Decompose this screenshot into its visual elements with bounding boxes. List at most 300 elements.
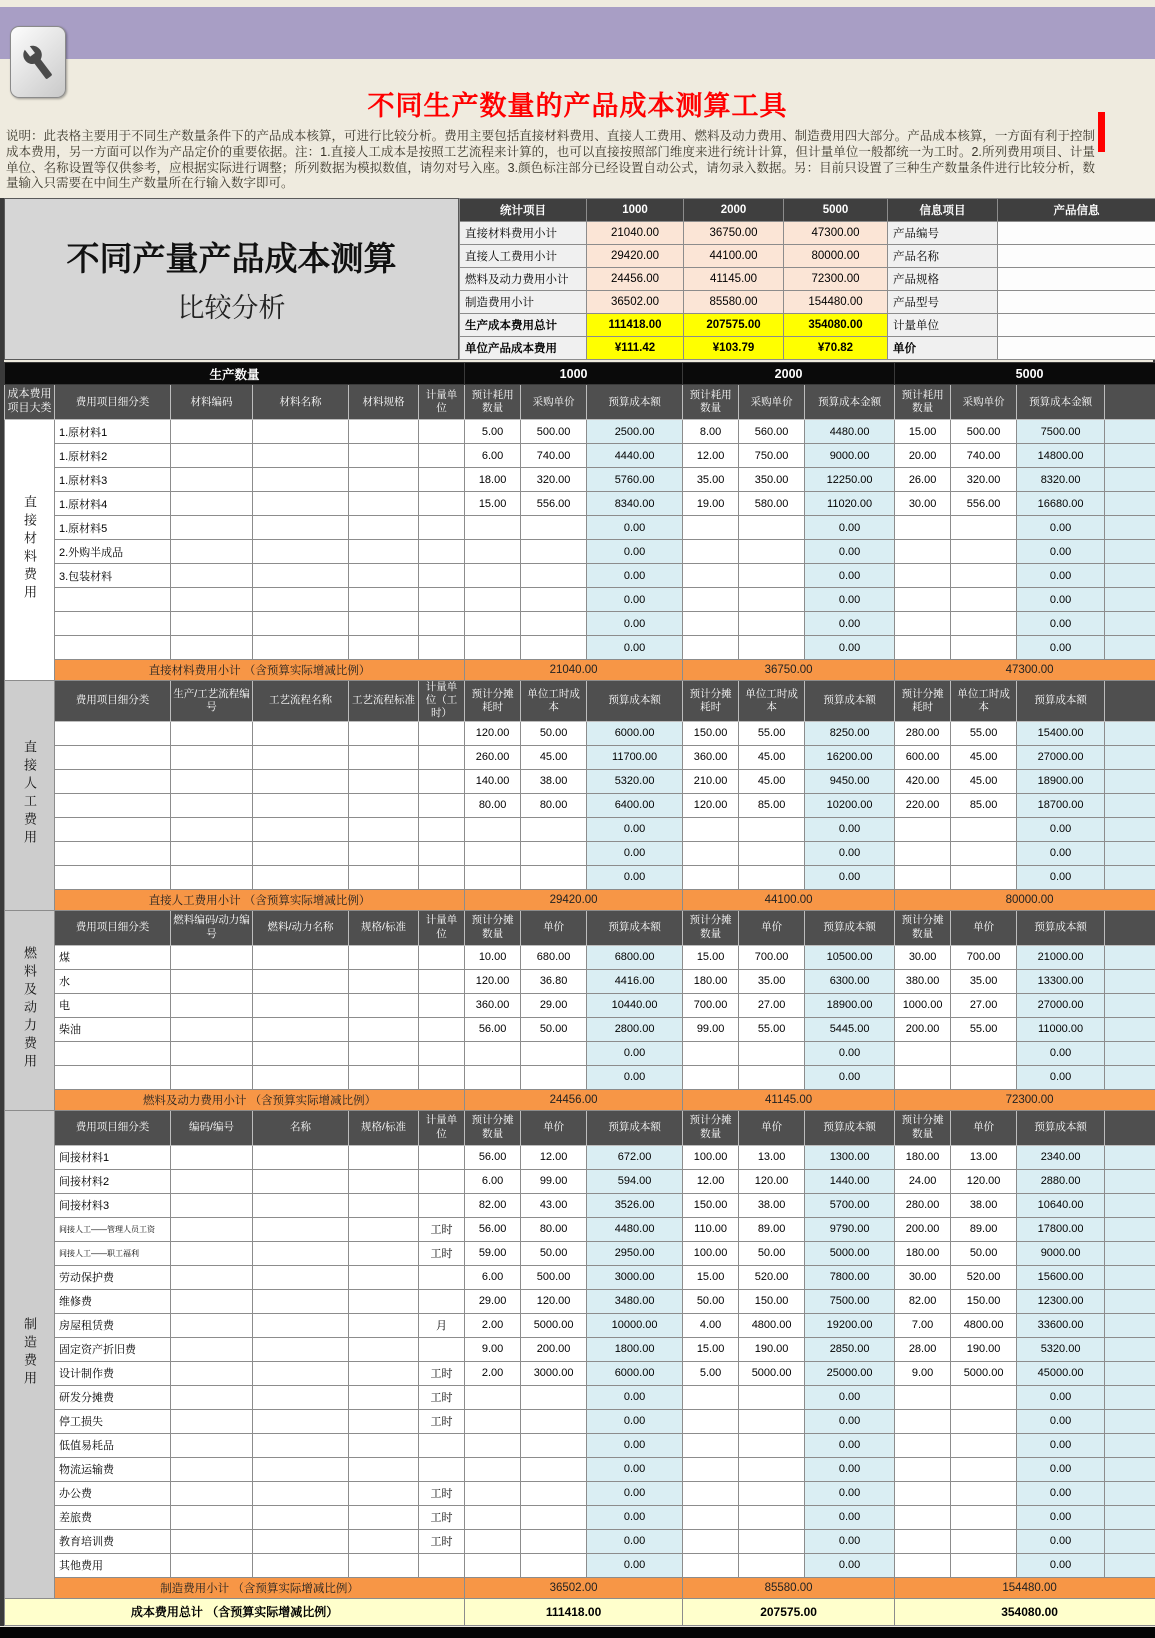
- price-cell[interactable]: 556.00: [521, 492, 587, 516]
- price-cell[interactable]: 27.00: [951, 993, 1017, 1017]
- price-cell[interactable]: [739, 1529, 805, 1553]
- name-cell[interactable]: [253, 1553, 349, 1577]
- code-cell[interactable]: [171, 1553, 253, 1577]
- code-cell[interactable]: [171, 516, 253, 540]
- price-cell[interactable]: [951, 1529, 1017, 1553]
- unit-cell[interactable]: 工时: [419, 1409, 465, 1433]
- code-cell[interactable]: [171, 817, 253, 841]
- quantity-cell[interactable]: 5.00: [683, 1361, 739, 1385]
- price-cell[interactable]: [951, 612, 1017, 636]
- unit-cell[interactable]: [419, 1457, 465, 1481]
- unit-cell[interactable]: [419, 969, 465, 993]
- price-cell[interactable]: 38.00: [521, 769, 587, 793]
- quantity-cell[interactable]: 19.00: [683, 492, 739, 516]
- unit-cell[interactable]: [419, 468, 465, 492]
- expense-item-cell[interactable]: [55, 865, 171, 889]
- code-cell[interactable]: [171, 636, 253, 660]
- expense-item-cell[interactable]: [55, 769, 171, 793]
- price-cell[interactable]: 520.00: [739, 1265, 805, 1289]
- spec-cell[interactable]: [349, 1361, 419, 1385]
- price-cell[interactable]: [739, 865, 805, 889]
- quantity-cell[interactable]: 380.00: [895, 969, 951, 993]
- quantity-cell[interactable]: 6.00: [465, 1169, 521, 1193]
- code-cell[interactable]: [171, 1313, 253, 1337]
- quantity-cell[interactable]: [465, 1433, 521, 1457]
- price-cell[interactable]: [951, 1481, 1017, 1505]
- price-cell[interactable]: [951, 540, 1017, 564]
- quantity-cell[interactable]: [683, 1385, 739, 1409]
- expense-item-cell[interactable]: 固定资产折旧费: [55, 1337, 171, 1361]
- code-cell[interactable]: [171, 1041, 253, 1065]
- name-cell[interactable]: [253, 945, 349, 969]
- code-cell[interactable]: [171, 721, 253, 745]
- code-cell[interactable]: [171, 1337, 253, 1361]
- spec-cell[interactable]: [349, 1433, 419, 1457]
- spec-cell[interactable]: [349, 969, 419, 993]
- quantity-cell[interactable]: 420.00: [895, 769, 951, 793]
- quantity-cell[interactable]: [683, 1041, 739, 1065]
- code-cell[interactable]: [171, 1145, 253, 1169]
- price-cell[interactable]: [521, 841, 587, 865]
- price-cell[interactable]: [521, 1041, 587, 1065]
- quantity-cell[interactable]: 260.00: [465, 745, 521, 769]
- quantity-cell[interactable]: [683, 1065, 739, 1089]
- spec-cell[interactable]: [349, 1065, 419, 1089]
- price-cell[interactable]: [739, 1553, 805, 1577]
- quantity-cell[interactable]: [895, 1409, 951, 1433]
- price-cell[interactable]: 350.00: [739, 468, 805, 492]
- spec-cell[interactable]: [349, 1217, 419, 1241]
- code-cell[interactable]: [171, 1529, 253, 1553]
- quantity-cell[interactable]: 360.00: [465, 993, 521, 1017]
- code-cell[interactable]: [171, 1361, 253, 1385]
- name-cell[interactable]: [253, 745, 349, 769]
- name-cell[interactable]: [253, 769, 349, 793]
- quantity-cell[interactable]: [895, 636, 951, 660]
- expense-item-cell[interactable]: [55, 636, 171, 660]
- quantity-cell[interactable]: 7.00: [895, 1313, 951, 1337]
- quantity-cell[interactable]: 210.00: [683, 769, 739, 793]
- price-cell[interactable]: 45.00: [951, 745, 1017, 769]
- unit-cell[interactable]: 工时: [419, 1217, 465, 1241]
- quantity-cell[interactable]: 26.00: [895, 468, 951, 492]
- unit-cell[interactable]: [419, 516, 465, 540]
- price-cell[interactable]: 45.00: [521, 745, 587, 769]
- quantity-cell[interactable]: 9.00: [465, 1337, 521, 1361]
- price-cell[interactable]: [739, 1481, 805, 1505]
- quantity-cell[interactable]: 2.00: [465, 1313, 521, 1337]
- name-cell[interactable]: [253, 1409, 349, 1433]
- price-cell[interactable]: 55.00: [739, 721, 805, 745]
- product-info-cell[interactable]: [998, 222, 1155, 245]
- expense-item-cell[interactable]: 物流运输费: [55, 1457, 171, 1481]
- price-cell[interactable]: [739, 540, 805, 564]
- spec-cell[interactable]: [349, 865, 419, 889]
- price-cell[interactable]: [521, 1529, 587, 1553]
- quantity-cell[interactable]: [895, 612, 951, 636]
- expense-item-cell[interactable]: 间接材料3: [55, 1193, 171, 1217]
- name-cell[interactable]: [253, 1065, 349, 1089]
- spec-cell[interactable]: [349, 444, 419, 468]
- expense-item-cell[interactable]: 1.原材料5: [55, 516, 171, 540]
- price-cell[interactable]: 50.00: [521, 721, 587, 745]
- spec-cell[interactable]: [349, 1017, 419, 1041]
- quantity-cell[interactable]: [683, 540, 739, 564]
- spec-cell[interactable]: [349, 793, 419, 817]
- quantity-cell[interactable]: 100.00: [683, 1145, 739, 1169]
- price-cell[interactable]: [521, 516, 587, 540]
- unit-cell[interactable]: [419, 817, 465, 841]
- price-cell[interactable]: [951, 1065, 1017, 1089]
- spec-cell[interactable]: [349, 1337, 419, 1361]
- name-cell[interactable]: [253, 1481, 349, 1505]
- quantity-cell[interactable]: [895, 1481, 951, 1505]
- expense-item-cell[interactable]: 柴油: [55, 1017, 171, 1041]
- quantity-cell[interactable]: [895, 1385, 951, 1409]
- price-cell[interactable]: [951, 516, 1017, 540]
- quantity-cell[interactable]: [683, 1409, 739, 1433]
- price-cell[interactable]: 99.00: [521, 1169, 587, 1193]
- spec-cell[interactable]: [349, 468, 419, 492]
- quantity-cell[interactable]: [895, 1553, 951, 1577]
- price-cell[interactable]: [951, 1409, 1017, 1433]
- quantity-cell[interactable]: 15.00: [683, 1337, 739, 1361]
- code-cell[interactable]: [171, 564, 253, 588]
- quantity-cell[interactable]: 59.00: [465, 1241, 521, 1265]
- code-cell[interactable]: [171, 420, 253, 444]
- price-cell[interactable]: 45.00: [951, 769, 1017, 793]
- unit-cell[interactable]: [419, 945, 465, 969]
- price-cell[interactable]: 680.00: [521, 945, 587, 969]
- expense-item-cell[interactable]: 电: [55, 993, 171, 1017]
- quantity-cell[interactable]: 120.00: [465, 721, 521, 745]
- unit-cell[interactable]: 工时: [419, 1385, 465, 1409]
- name-cell[interactable]: [253, 969, 349, 993]
- unit-cell[interactable]: [419, 1169, 465, 1193]
- code-cell[interactable]: [171, 540, 253, 564]
- price-cell[interactable]: [521, 1553, 587, 1577]
- spec-cell[interactable]: [349, 1505, 419, 1529]
- quantity-cell[interactable]: 4.00: [683, 1313, 739, 1337]
- price-cell[interactable]: [521, 1065, 587, 1089]
- quantity-cell[interactable]: 20.00: [895, 444, 951, 468]
- code-cell[interactable]: [171, 993, 253, 1017]
- spec-cell[interactable]: [349, 1481, 419, 1505]
- spec-cell[interactable]: [349, 1385, 419, 1409]
- quantity-cell[interactable]: 2.00: [465, 1361, 521, 1385]
- spec-cell[interactable]: [349, 1553, 419, 1577]
- quantity-cell[interactable]: [465, 1457, 521, 1481]
- quantity-cell[interactable]: [465, 1041, 521, 1065]
- quantity-cell[interactable]: [895, 865, 951, 889]
- price-cell[interactable]: [951, 817, 1017, 841]
- quantity-cell[interactable]: 10.00: [465, 945, 521, 969]
- name-cell[interactable]: [253, 865, 349, 889]
- code-cell[interactable]: [171, 1409, 253, 1433]
- price-cell[interactable]: 150.00: [951, 1289, 1017, 1313]
- price-cell[interactable]: 700.00: [739, 945, 805, 969]
- price-cell[interactable]: 500.00: [521, 1265, 587, 1289]
- price-cell[interactable]: 12.00: [521, 1145, 587, 1169]
- spec-cell[interactable]: [349, 1193, 419, 1217]
- quantity-cell[interactable]: 15.00: [683, 1265, 739, 1289]
- quantity-cell[interactable]: 82.00: [895, 1289, 951, 1313]
- price-cell[interactable]: 750.00: [739, 444, 805, 468]
- expense-item-cell[interactable]: 教育培训费: [55, 1529, 171, 1553]
- spec-cell[interactable]: [349, 1169, 419, 1193]
- quantity-cell[interactable]: 12.00: [683, 444, 739, 468]
- quantity-cell[interactable]: 700.00: [683, 993, 739, 1017]
- unit-cell[interactable]: [419, 420, 465, 444]
- price-cell[interactable]: [951, 564, 1017, 588]
- unit-cell[interactable]: [419, 793, 465, 817]
- quantity-cell[interactable]: 280.00: [895, 1193, 951, 1217]
- spec-cell[interactable]: [349, 516, 419, 540]
- expense-item-cell[interactable]: [55, 1065, 171, 1089]
- quantity-cell[interactable]: [465, 1529, 521, 1553]
- price-cell[interactable]: [739, 1433, 805, 1457]
- expense-item-cell[interactable]: 劳动保护费: [55, 1265, 171, 1289]
- code-cell[interactable]: [171, 444, 253, 468]
- expense-item-cell[interactable]: 维修费: [55, 1289, 171, 1313]
- quantity-cell[interactable]: 150.00: [683, 721, 739, 745]
- name-cell[interactable]: [253, 1505, 349, 1529]
- expense-item-cell[interactable]: 1.原材料1: [55, 420, 171, 444]
- unit-cell[interactable]: [419, 1041, 465, 1065]
- name-cell[interactable]: [253, 841, 349, 865]
- name-cell[interactable]: [253, 1017, 349, 1041]
- unit-cell[interactable]: [419, 612, 465, 636]
- quantity-cell[interactable]: 100.00: [683, 1241, 739, 1265]
- name-cell[interactable]: [253, 1361, 349, 1385]
- spec-cell[interactable]: [349, 1145, 419, 1169]
- product-info-cell[interactable]: [998, 245, 1155, 268]
- quantity-cell[interactable]: 12.00: [683, 1169, 739, 1193]
- spec-cell[interactable]: [349, 1529, 419, 1553]
- code-cell[interactable]: [171, 1217, 253, 1241]
- spec-cell[interactable]: [349, 1409, 419, 1433]
- expense-item-cell[interactable]: 1.原材料2: [55, 444, 171, 468]
- price-cell[interactable]: 38.00: [739, 1193, 805, 1217]
- quantity-cell[interactable]: [465, 516, 521, 540]
- name-cell[interactable]: [253, 1337, 349, 1361]
- quantity-cell[interactable]: [895, 1041, 951, 1065]
- unit-cell[interactable]: [419, 588, 465, 612]
- quantity-cell[interactable]: [683, 1457, 739, 1481]
- price-cell[interactable]: [951, 1041, 1017, 1065]
- quantity-cell[interactable]: 80.00: [465, 793, 521, 817]
- quantity-cell[interactable]: 6.00: [465, 444, 521, 468]
- name-cell[interactable]: [253, 1169, 349, 1193]
- price-cell[interactable]: 50.00: [521, 1017, 587, 1041]
- code-cell[interactable]: [171, 612, 253, 636]
- quantity-cell[interactable]: [895, 588, 951, 612]
- price-cell[interactable]: [951, 865, 1017, 889]
- price-cell[interactable]: 120.00: [521, 1289, 587, 1313]
- quantity-cell[interactable]: [683, 1529, 739, 1553]
- quantity-cell[interactable]: 30.00: [895, 1265, 951, 1289]
- expense-item-cell[interactable]: 间接人工——职工福利: [55, 1241, 171, 1265]
- quantity-cell[interactable]: 8.00: [683, 420, 739, 444]
- quantity-cell[interactable]: 30.00: [895, 945, 951, 969]
- spec-cell[interactable]: [349, 769, 419, 793]
- price-cell[interactable]: 120.00: [951, 1169, 1017, 1193]
- name-cell[interactable]: [253, 636, 349, 660]
- product-info-cell[interactable]: [998, 268, 1155, 291]
- price-cell[interactable]: [739, 1409, 805, 1433]
- price-cell[interactable]: [521, 1481, 587, 1505]
- unit-cell[interactable]: [419, 1553, 465, 1577]
- price-cell[interactable]: 320.00: [521, 468, 587, 492]
- quantity-cell[interactable]: 600.00: [895, 745, 951, 769]
- expense-item-cell[interactable]: [55, 1041, 171, 1065]
- code-cell[interactable]: [171, 1241, 253, 1265]
- quantity-cell[interactable]: 280.00: [895, 721, 951, 745]
- name-cell[interactable]: [253, 444, 349, 468]
- quantity-cell[interactable]: [683, 588, 739, 612]
- name-cell[interactable]: [253, 1433, 349, 1457]
- price-cell[interactable]: [739, 612, 805, 636]
- quantity-cell[interactable]: [895, 1457, 951, 1481]
- unit-cell[interactable]: [419, 1337, 465, 1361]
- price-cell[interactable]: 700.00: [951, 945, 1017, 969]
- expense-item-cell[interactable]: 1.原材料3: [55, 468, 171, 492]
- expense-item-cell[interactable]: 间接材料1: [55, 1145, 171, 1169]
- spec-cell[interactable]: [349, 1313, 419, 1337]
- unit-cell[interactable]: 工时: [419, 1505, 465, 1529]
- name-cell[interactable]: [253, 1193, 349, 1217]
- unit-cell[interactable]: [419, 865, 465, 889]
- name-cell[interactable]: [253, 793, 349, 817]
- name-cell[interactable]: [253, 1529, 349, 1553]
- quantity-cell[interactable]: 15.00: [465, 492, 521, 516]
- quantity-cell[interactable]: [465, 1409, 521, 1433]
- quantity-cell[interactable]: [683, 865, 739, 889]
- price-cell[interactable]: [521, 540, 587, 564]
- quantity-cell[interactable]: 150.00: [683, 1193, 739, 1217]
- name-cell[interactable]: [253, 564, 349, 588]
- price-cell[interactable]: [521, 636, 587, 660]
- price-cell[interactable]: 320.00: [951, 468, 1017, 492]
- spec-cell[interactable]: [349, 817, 419, 841]
- unit-cell[interactable]: 工时: [419, 1529, 465, 1553]
- unit-cell[interactable]: [419, 540, 465, 564]
- unit-cell[interactable]: [419, 769, 465, 793]
- price-cell[interactable]: [739, 1065, 805, 1089]
- price-cell[interactable]: 43.00: [521, 1193, 587, 1217]
- spec-cell[interactable]: [349, 993, 419, 1017]
- quantity-cell[interactable]: [895, 1433, 951, 1457]
- expense-item-cell[interactable]: 办公费: [55, 1481, 171, 1505]
- quantity-cell[interactable]: [895, 540, 951, 564]
- code-cell[interactable]: [171, 969, 253, 993]
- spec-cell[interactable]: [349, 564, 419, 588]
- price-cell[interactable]: [739, 841, 805, 865]
- price-cell[interactable]: [951, 841, 1017, 865]
- price-cell[interactable]: 35.00: [739, 969, 805, 993]
- price-cell[interactable]: [521, 1505, 587, 1529]
- name-cell[interactable]: [253, 817, 349, 841]
- price-cell[interactable]: [739, 516, 805, 540]
- quantity-cell[interactable]: 110.00: [683, 1217, 739, 1241]
- name-cell[interactable]: [253, 492, 349, 516]
- code-cell[interactable]: [171, 945, 253, 969]
- qty-band-value[interactable]: 2000: [683, 363, 895, 385]
- code-cell[interactable]: [171, 1169, 253, 1193]
- price-cell[interactable]: [739, 564, 805, 588]
- quantity-cell[interactable]: 24.00: [895, 1169, 951, 1193]
- price-cell[interactable]: 560.00: [739, 420, 805, 444]
- quantity-cell[interactable]: [683, 841, 739, 865]
- price-cell[interactable]: 5000.00: [521, 1313, 587, 1337]
- price-cell[interactable]: [521, 588, 587, 612]
- code-cell[interactable]: [171, 1385, 253, 1409]
- price-cell[interactable]: 80.00: [521, 793, 587, 817]
- quantity-cell[interactable]: [683, 1433, 739, 1457]
- qty-band-value[interactable]: 1000: [465, 363, 683, 385]
- expense-item-cell[interactable]: 间接人工——管理人员工资: [55, 1217, 171, 1241]
- quantity-cell[interactable]: 120.00: [683, 793, 739, 817]
- expense-item-cell[interactable]: 3.包装材料: [55, 564, 171, 588]
- price-cell[interactable]: 36.80: [521, 969, 587, 993]
- price-cell[interactable]: [951, 1505, 1017, 1529]
- unit-cell[interactable]: [419, 444, 465, 468]
- expense-item-cell[interactable]: 1.原材料4: [55, 492, 171, 516]
- name-cell[interactable]: [253, 1217, 349, 1241]
- quantity-cell[interactable]: [465, 817, 521, 841]
- spec-cell[interactable]: [349, 841, 419, 865]
- spec-cell[interactable]: [349, 636, 419, 660]
- spec-cell[interactable]: [349, 420, 419, 444]
- code-cell[interactable]: [171, 793, 253, 817]
- unit-cell[interactable]: [419, 1193, 465, 1217]
- price-cell[interactable]: [951, 1433, 1017, 1457]
- name-cell[interactable]: [253, 468, 349, 492]
- name-cell[interactable]: [253, 1041, 349, 1065]
- name-cell[interactable]: [253, 721, 349, 745]
- quantity-cell[interactable]: 360.00: [683, 745, 739, 769]
- quantity-cell[interactable]: [465, 540, 521, 564]
- expense-item-cell[interactable]: 煤: [55, 945, 171, 969]
- price-cell[interactable]: 500.00: [951, 420, 1017, 444]
- price-cell[interactable]: [521, 1457, 587, 1481]
- product-info-cell[interactable]: [998, 291, 1155, 314]
- unit-cell[interactable]: [419, 993, 465, 1017]
- quantity-cell[interactable]: 180.00: [895, 1241, 951, 1265]
- quantity-cell[interactable]: 180.00: [895, 1145, 951, 1169]
- spec-cell[interactable]: [349, 1241, 419, 1265]
- name-cell[interactable]: [253, 993, 349, 1017]
- quantity-cell[interactable]: [465, 1553, 521, 1577]
- price-cell[interactable]: [951, 636, 1017, 660]
- price-cell[interactable]: 500.00: [521, 420, 587, 444]
- code-cell[interactable]: [171, 492, 253, 516]
- expense-item-cell[interactable]: [55, 588, 171, 612]
- price-cell[interactable]: [521, 1385, 587, 1409]
- expense-item-cell[interactable]: [55, 793, 171, 817]
- spec-cell[interactable]: [349, 1457, 419, 1481]
- price-cell[interactable]: 520.00: [951, 1265, 1017, 1289]
- quantity-cell[interactable]: 35.00: [683, 468, 739, 492]
- price-cell[interactable]: 35.00: [951, 969, 1017, 993]
- quantity-cell[interactable]: [465, 865, 521, 889]
- quantity-cell[interactable]: [895, 1505, 951, 1529]
- name-cell[interactable]: [253, 1145, 349, 1169]
- price-cell[interactable]: 89.00: [739, 1217, 805, 1241]
- code-cell[interactable]: [171, 1505, 253, 1529]
- unit-cell[interactable]: 月: [419, 1313, 465, 1337]
- expense-item-cell[interactable]: 水: [55, 969, 171, 993]
